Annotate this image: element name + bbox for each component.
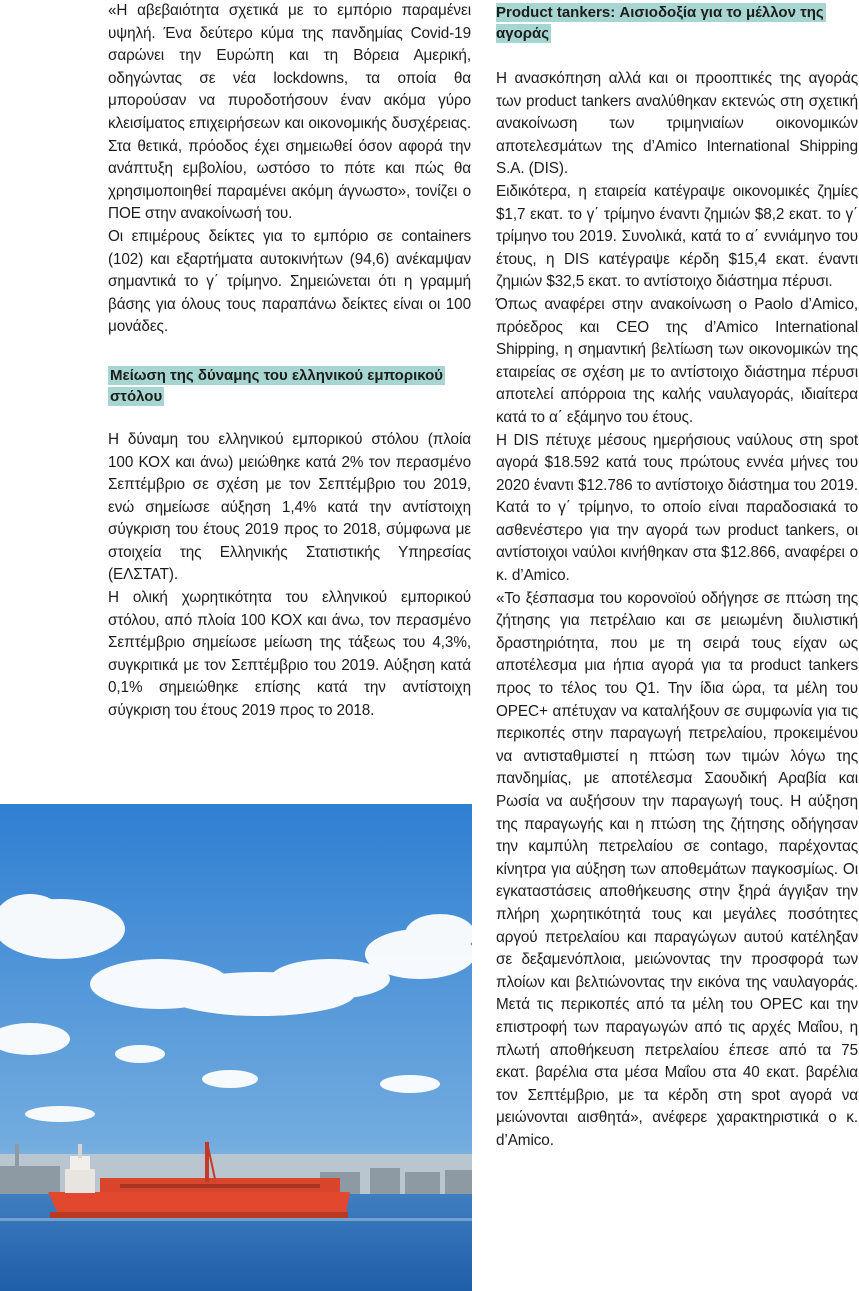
section-heading-text: Product tankers: Αισιοδοξία για το μέλλον της αγοράς xyxy=(496,4,824,42)
body-paragraph: Η ανασκόπηση αλλά και οι προοπτικές της αγοράς των product tankers αναλύθηκαν εκτενώς στη σχετική ανακοίνωση των τριμηνιαίων οικονομικών αποτελεσμάτων της d’Amico International Shipping S.A. (DIS). xyxy=(496,70,858,178)
body-paragraph: Ειδικότερα, η εταιρεία κατέγραψε οικονομικές ζημίες $1,7 εκατ. το γ΄ τρίμηνο έναντι ζημιών $8,2 εκατ. το γ΄ τρίμηνο του 2019. Συνολικά, κατά το α΄ εννιάμηνο του έτους, η DIS κατέγραψε κέρδη $15,4 εκατ. έναντι ζημιών $32,5 εκατ. το αντίστοιχο διάστημα πέρυσι. xyxy=(496,182,858,291)
body-paragraph: «Το ξέσπασμα του κορονοϊού οδήγησε σε πτώση της ζήτησης για πετρέλαιο και σε μειωμένη διυλιστική δραστηριότητα, που με τη σειρά τους είχαν ως αποτέλεσμα μια ήπια αγορά για τα product tankers προς το τέλος του Q1. Την ίδια ώρα, τα μέλη του OPEC+ απέτυχαν να καταλήξουν σε συμφωνία για τις περικοπές στην παραγωγή πετρελαίου, προκειμένου να αντισταθμιστεί η πτώση των τιμών λόγω της πανδημίας, με αποτέλεσμα Σαουδική Αραβία και Ρωσία να αυξήσουν την παραγωγή τους. Η αύξηση της παραγωγής και η πτώση της ζήτησης οδήγησαν την καμπύλη πετρελαίου σε contago, παρέχοντας κίνητρα για αύξηση των αποθεμάτων παγκοσμίως. Οι εγκαταστάσεις αποθήκευσης στην ξηρά άγγιξαν την πλήρη χωρητικότητά τους και μεγάλες ποσότητες αργού πετρελαίου και παραγώγων αυτού κατέληξαν σε δεξαμενόπλοια, μειώνοντας την προσφορά των πλοίων και βελτιώνοντας την εικόνα της ναυλαγοράς. Μετά τις περικοπές από τα μέλη του OPEC και την επιστροφή των παραγωγών από τις αρχές Μαΐου, η πλωτή αποθήκευση πετρελαίου έπεσε από τα 75 εκατ. βαρέλια στα μέσα Μαΐου στα 40 εκατ. βαρέλια τον Σεπτέμβριο, με τα κέρδη στη spot αγορά να μειώνονται αισθητά», ανέφερε χαρακτηριστικά ο κ. d’Amico. xyxy=(496,589,858,1149)
body-paragraph: Όπως αναφέρει στην ανακοίνωση ο Paolo d’Amico, πρόεδρος και CEO της d’Amico International Shipping, η σημαντική βελτίωση των οικονομικών της εταιρείας σε σχέση με το αντίστοιχο διάστημα πέρυσι αποτελεί απόρροια της καλής ναυλαγοράς, ιδιαίτερα κατά το α΄ εξάμηνο του έτους. xyxy=(496,295,858,426)
body-paragraph: Η δύναμη του ελληνικού εμπορικού στόλου (πλοία 100 ΚΟΧ και άνω) μειώθηκε κατά 2% τον περασμένο Σεπτέμβριο σε σχέση με τον Σεπτέμβριο του 2019, ενώ σημείωσε αύξηση 1,4% κατά την αντίστοιχη σύγκριση του έτους 2019 προς το 2018, σύμφωνα με στοιχεία της Ελληνικής Στατιστικής Υπηρεσίας (ΕΛΣΤΑΤ). xyxy=(108,430,471,584)
right-column xyxy=(496,0,858,1153)
section-heading-text: Μείωση της δύναμης του ελληνικού εμπορικού στόλου xyxy=(110,366,444,405)
section-heading xyxy=(108,365,471,407)
body-paragraph: «Η αβεβαιότητα σχετικά με το εμπόριο παραμένει υψηλή. Ένα δεύτερο κύμα της πανδημίας Covid-19 σαρώνει την Ευρώπη και τη Βόρεια Αμερική, οδηγώντας σε νέα lockdowns, τα οποία θα μπορούσαν να πυροδοτήσουν έναν ακόμα γύρο κλεισίματος επιχειρήσεων και οικονομικής δυσχέρειας. Στα θετικά, πρόοδος έχει σημειωθεί όσον αφορά την ανάπτυξη εμβολίου, ωστόσο το πότε και πώς θα χρησιμοποιηθεί παραμένει ακόμη άγνωστο», τονίζει ο ΠΟΕ στην ανακοίνωσή του. xyxy=(108,2,471,223)
tanker-ship-photo xyxy=(0,804,472,1291)
body-paragraph: Η ολική χωρητικότητα του ελληνικού εμπορικού στόλου, από πλοία 100 ΚΟΧ και άνω, τον περασμένο Σεπτέμβριο σημείωσε μείωση της τάξεως του 4,3%, συγκριτικά με τον Σεπτέμβριο του 2019. Αύξηση κατά 0,1% σημειώθηκε επίσης κατά την αντίστοιχη σύγκριση του έτους 2019 προς το 2018. xyxy=(108,589,471,720)
left-column xyxy=(108,0,471,723)
body-paragraph: Η DIS πέτυχε μέσους ημερήσιους ναύλους στη spot αγορά $18.592 κατά τους πρώτους εννέα μήνες του 2020 έναντι $12.786 το αντίστοιχο διάστημα του 2019. Κατά το γ΄ τρίμηνο, το οποίο είναι παραδοσιακά το ασθενέστερο για την αγορά των product tankers, οι αντίστοιχοι ναύλοι κινήθηκαν στα $12.866, αναφέρει ο κ. d’Amico. xyxy=(496,431,858,585)
body-paragraph: Οι επιμέρους δείκτες για το εμπόριο σε containers (102) και εξαρτήματα αυτοκινήτων (94,6) ανέκαμψαν σημαντικά το γ΄ τρίμηνο. Σημειώνεται ότι η γραμμή βάσης για όλους τους παραπάνω δείκτες είναι οι 100 μονάδες. xyxy=(108,227,471,336)
section-heading xyxy=(496,2,858,44)
tanker-ship-illustration xyxy=(0,804,472,1291)
